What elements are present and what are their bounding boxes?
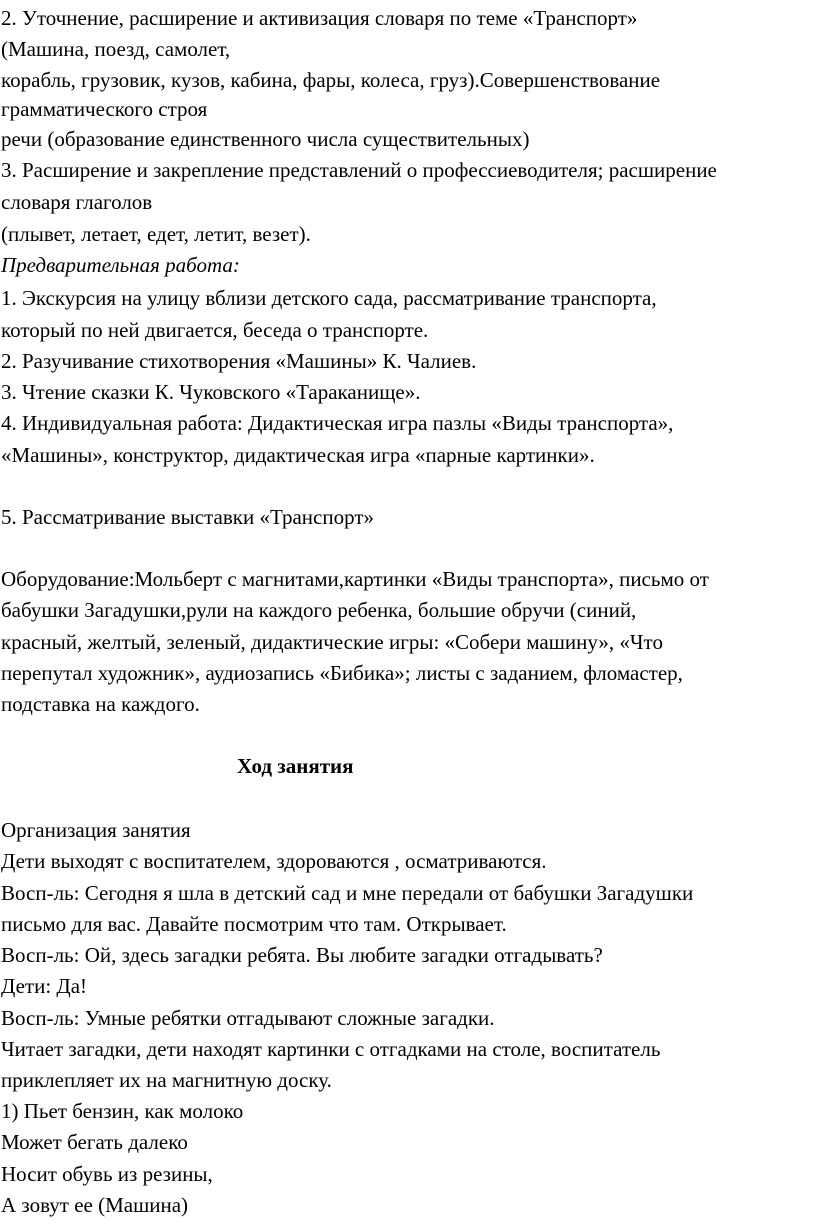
text-line: перепутал художник», аудиозапись «Бибика»; листы с заданием, фломастер,	[1, 661, 683, 685]
text-line: Оборудование:Мольберт с магнитами,картинки «Виды транспорта», письмо от	[1, 567, 709, 591]
text-line: бабушки Загадушки,рули на каждого ребенка, большие обручи (синий,	[1, 598, 637, 622]
text-line: А зовут ее (Машина)	[1, 1193, 189, 1217]
text-line: 4. Индивидуальная работа: Дидактическая игра пазлы «Виды транспорта»,	[1, 411, 674, 435]
text-line: который по ней двигается, беседа о транспорте.	[1, 318, 429, 342]
text-line: Дети: Да!	[1, 974, 88, 998]
text-line: 3. Расширение и закрепление представлений о профессиеводителя; расширение	[1, 158, 717, 182]
text-line: «Машины», конструктор, дидактическая игра «парные картинки».	[1, 443, 595, 467]
text-line: Может бегать далеко	[1, 1130, 188, 1154]
text-line: приклепляет их на магнитную доску.	[1, 1068, 332, 1092]
text-line: 3. Чтение сказки К. Чуковского «Тараканище».	[1, 380, 421, 404]
text-line: (Машина, поезд, самолет,	[1, 37, 231, 61]
text-line: Восп-ль: Сегодня я шла в детский сад и мне передали от бабушки Загадушки	[1, 881, 694, 905]
text-line: Носит обувь из резины,	[1, 1162, 213, 1186]
text-line: 2. Разучивание стихотворения «Машины» К. Чалиев.	[1, 349, 477, 373]
text-line: Восп-ль: Умные ребятки отгадывают сложные загадки.	[1, 1006, 495, 1030]
text-line: 1) Пьет бензин, как молоко	[1, 1099, 244, 1123]
section-heading: Предварительная работа:	[1, 253, 240, 277]
text-line: 1. Экскурсия на улицу вблизи детского сада, рассматривание транспорта,	[1, 286, 657, 310]
text-line: красный, желтый, зеленый, дидактические игры: «Собери машину», «Что	[1, 630, 663, 654]
text-line: 2. Уточнение, расширение и активизация словаря по теме «Транспорт»	[1, 6, 638, 30]
text-line: словаря глаголов	[1, 190, 153, 214]
text-line: корабль, грузовик, кузов, кабина, фары, колеса, груз).Совершенствование	[1, 68, 661, 92]
text-line: 5. Рассматривание выставки «Транспорт»	[1, 505, 374, 529]
text-line: письмо для вас. Давайте посмотрим что там. Открывает.	[1, 912, 507, 936]
text-line: Дети выходят с воспитателем, здороваются , осматриваются.	[1, 849, 547, 873]
text-line: Читает загадки, дети находят картинки с отгадками на столе, воспитатель	[1, 1037, 661, 1061]
lesson-heading: Ход занятия	[237, 754, 354, 778]
text-line: грамматического строя	[1, 97, 208, 121]
text-line: Восп-ль: Ой, здесь загадки ребята. Вы любите загадки отгадывать?	[1, 943, 603, 967]
text-line: речи (образование единственного числа существительных)	[1, 127, 530, 151]
text-line: (плывет, летает, едет, летит, везет).	[1, 222, 311, 246]
text-line: Организация занятия	[1, 818, 191, 842]
text-line: подставка на каждого.	[1, 692, 200, 716]
